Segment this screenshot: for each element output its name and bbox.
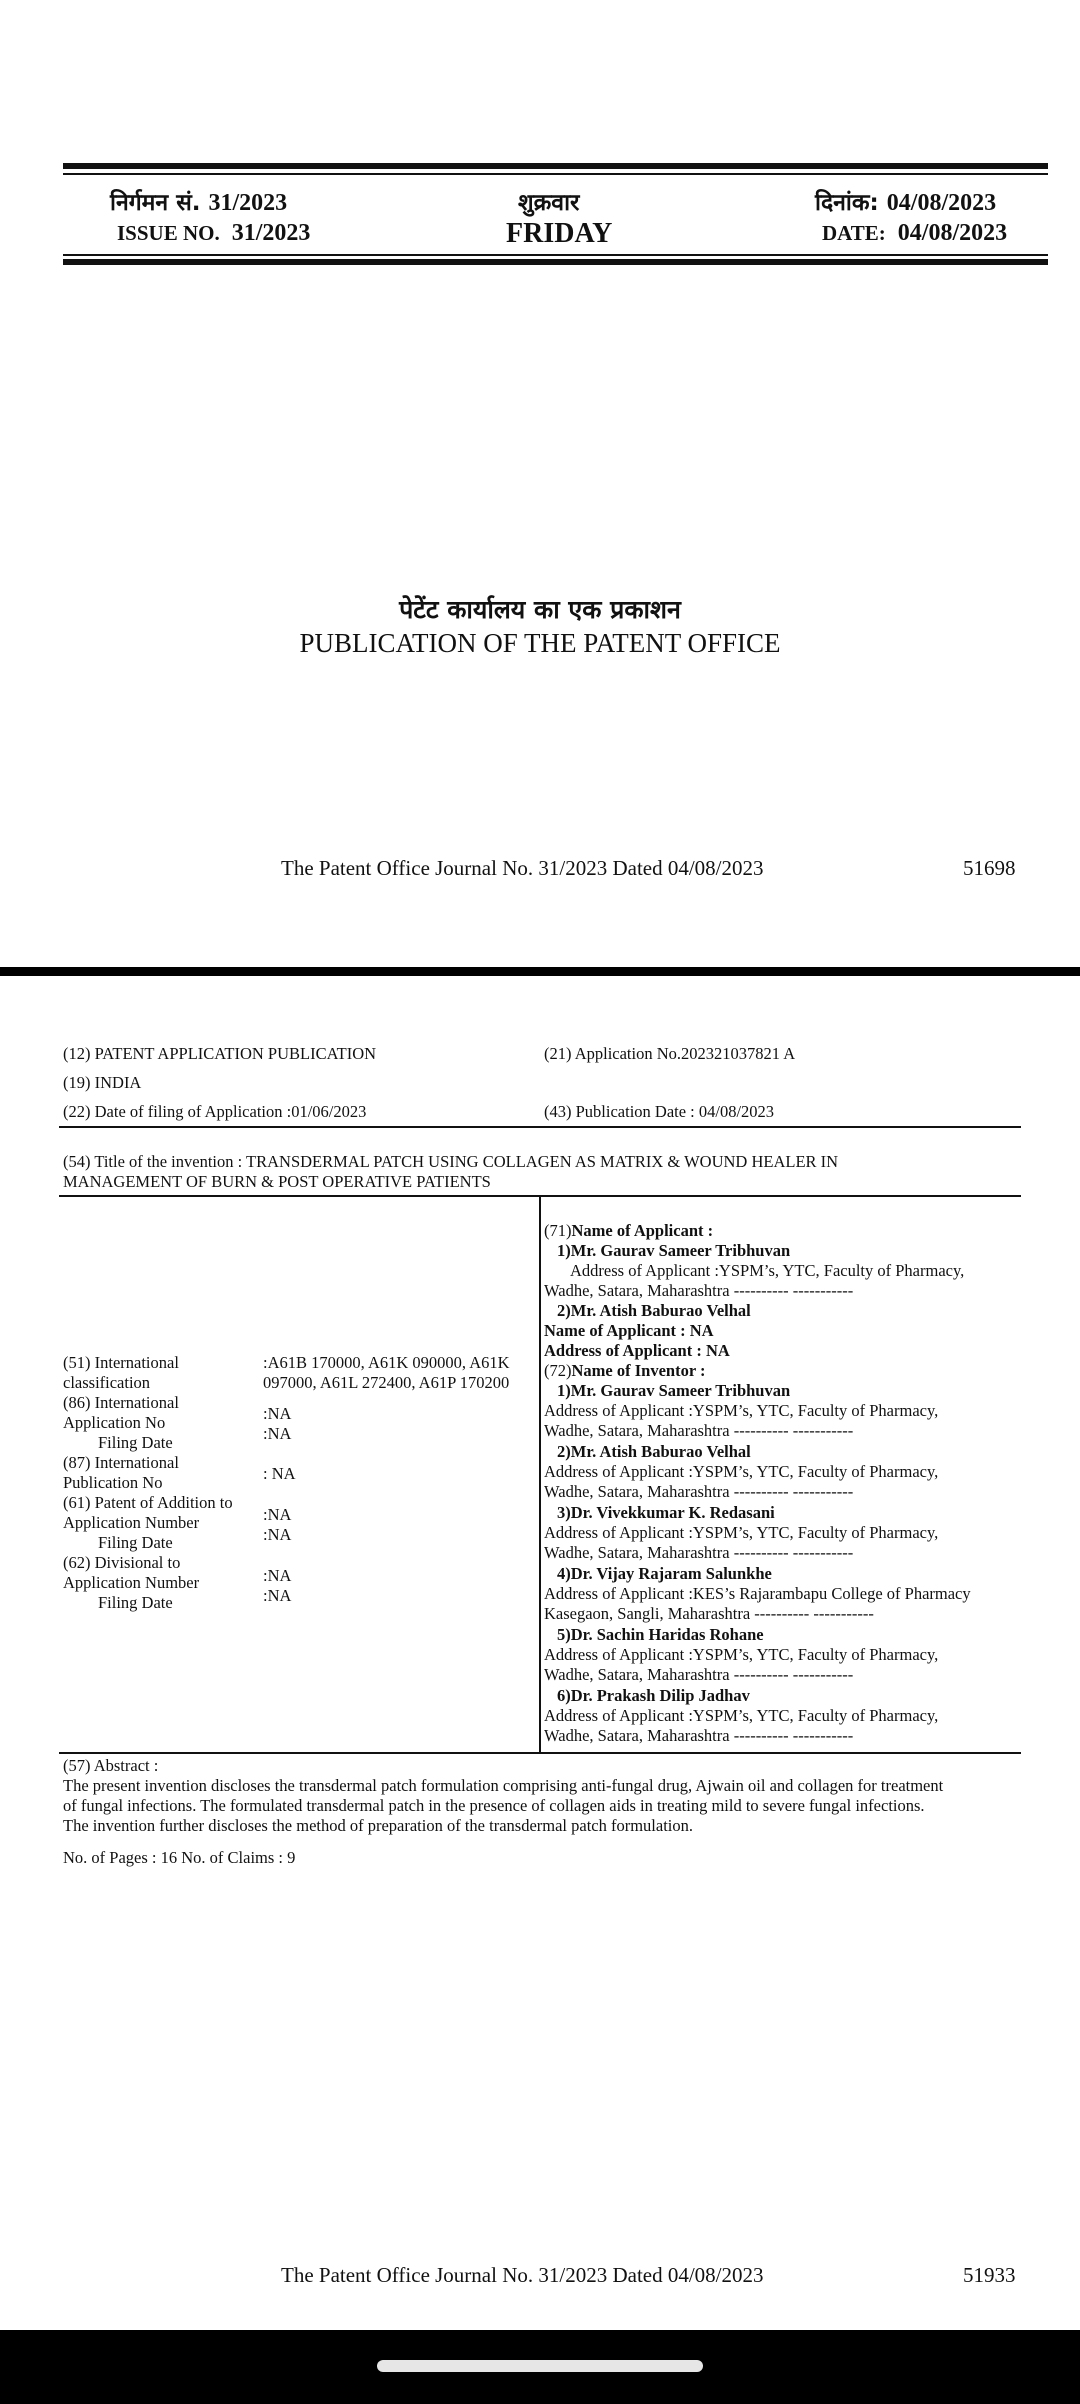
applicant-1-name: 1)Mr. Gaurav Sameer Tribhuvan: [557, 1241, 791, 1260]
value-86-date: :NA: [263, 1424, 292, 1443]
value-61-date: :NA: [263, 1525, 292, 1544]
applicant-name-na: Name of Applicant : NA: [544, 1321, 714, 1340]
inventor-4-name: 4)Dr. Vijay Rajaram Salunkhe: [557, 1564, 772, 1583]
label-62-line1: (62) Divisional to: [63, 1553, 181, 1572]
abstract-line-3: The invention further discloses the method of preparation of the transdermal patch formulation.: [63, 1816, 694, 1835]
publication-type: (12) PATENT APPLICATION PUBLICATION: [63, 1044, 377, 1063]
label-86-line1: (86) International: [63, 1393, 179, 1412]
label-62-line3: Filing Date: [98, 1593, 173, 1612]
invention-title-line-1: (54) Title of the invention : TRANSDERMAL PATCH USING COLLAGEN AS MATRIX & WOUND HEALER IN: [63, 1152, 839, 1171]
label-86-line3: Filing Date: [98, 1433, 173, 1452]
inventor-2-address-line1: Address of Applicant :YSPM’s, YTC, Faculty of Pharmacy,: [544, 1462, 939, 1481]
value-61-app: :NA: [263, 1505, 292, 1524]
page-divider: [0, 967, 1080, 976]
inventor-4-address-line1: Address of Applicant :KES’s Rajarambapu College of Pharmacy: [544, 1584, 971, 1603]
date-hindi: दिनांक: 04/08/2023: [815, 190, 997, 216]
value-62-app: :NA: [263, 1566, 292, 1585]
inventor-2-address-line2: Wadhe, Satara, Maharashtra ---------- -----------: [544, 1482, 854, 1501]
application-number: (21) Application No.202321037821 A: [544, 1044, 796, 1063]
inventor-3-address-line2: Wadhe, Satara, Maharashtra ---------- -----------: [544, 1543, 854, 1562]
abstract-line-2: of fungal infections. The formulated transdermal patch in the presence of collagen aids in treating mild to severe fungal infections.: [63, 1796, 925, 1815]
inventor-1-name: 1)Mr. Gaurav Sameer Tribhuvan: [557, 1381, 791, 1400]
filing-date: (22) Date of filing of Application :01/06/2023: [63, 1102, 367, 1121]
inventor-1-address-line2: Wadhe, Satara, Maharashtra ---------- -----------: [544, 1421, 854, 1440]
header-rule-top-thick: [63, 163, 1048, 169]
inventor-5-address-line1: Address of Applicant :YSPM’s, YTC, Faculty of Pharmacy,: [544, 1645, 939, 1664]
journal-footer-2: The Patent Office Journal No. 31/2023 Dated 04/08/2023: [281, 2263, 764, 2287]
inventor-3-address-line1: Address of Applicant :YSPM’s, YTC, Faculty of Pharmacy,: [544, 1523, 939, 1542]
inventor-6-address-line1: Address of Applicant :YSPM’s, YTC, Faculty of Pharmacy,: [544, 1706, 939, 1725]
country: (19) INDIA: [63, 1073, 142, 1092]
value-87: : NA: [263, 1464, 296, 1483]
journal-footer-1: The Patent Office Journal No. 31/2023 Dated 04/08/2023: [281, 856, 764, 880]
rule-before-abstract: [59, 1752, 1021, 1754]
issue-english: ISSUE NO. 31/2023: [117, 220, 311, 246]
header-rule-bottom-thin: [63, 254, 1048, 256]
label-86-line2: Application No: [63, 1413, 166, 1432]
inventor-3-name: 3)Dr. Vivekkumar K. Redasani: [557, 1503, 775, 1522]
page-number-1: 51698: [963, 856, 1016, 880]
inventors-heading: (72)Name of Inventor :: [544, 1361, 706, 1380]
label-51-line2: classification: [63, 1373, 151, 1392]
issue-hindi: निर्गमन सं. 31/2023: [110, 190, 288, 216]
publication-date: (43) Publication Date : 04/08/2023: [544, 1102, 775, 1121]
column-divider: [539, 1195, 541, 1753]
inventor-4-address-line2: Kasegaon, Sangli, Maharashtra ---------- -----------: [544, 1604, 874, 1623]
day-english: FRIDAY: [506, 218, 613, 249]
label-61-line3: Filing Date: [98, 1533, 173, 1552]
publication-title-hindi: पेटेंट कार्यालय का एक प्रकाशन: [399, 595, 681, 624]
inventor-6-address-line2: Wadhe, Satara, Maharashtra ---------- -----------: [544, 1726, 854, 1745]
label-61-line2: Application Number: [63, 1513, 200, 1532]
page-number-2: 51933: [963, 2263, 1016, 2287]
home-gesture-handle[interactable]: [377, 2360, 703, 2372]
applicant-2-name: 2)Mr. Atish Baburao Velhal: [557, 1301, 751, 1320]
applicant-1-address-line1: Address of Applicant :YSPM’s, YTC, Faculty of Pharmacy,: [570, 1261, 965, 1280]
inventor-5-address-line2: Wadhe, Satara, Maharashtra ---------- -----------: [544, 1665, 854, 1684]
label-87-line1: (87) International: [63, 1453, 179, 1472]
value-51-line2: 097000, A61L 272400, A61P 170200: [263, 1373, 510, 1392]
inventor-1-address-line1: Address of Applicant :YSPM’s, YTC, Faculty of Pharmacy,: [544, 1401, 939, 1420]
date-english: DATE: 04/08/2023: [822, 220, 1008, 246]
label-62-line2: Application Number: [63, 1573, 200, 1592]
inventor-6-name: 6)Dr. Prakash Dilip Jadhav: [557, 1686, 750, 1705]
day-hindi: शुक्रवार: [518, 190, 580, 216]
label-51-line1: (51) International: [63, 1353, 179, 1372]
applicant-address-na: Address of Applicant : NA: [544, 1341, 730, 1360]
inventor-2-name: 2)Mr. Atish Baburao Velhal: [557, 1442, 751, 1461]
rule-after-meta: [59, 1126, 1021, 1128]
abstract-line-1: The present invention discloses the transdermal patch formulation comprising anti-fungal drug, Ajwain oil and collagen for treatment: [63, 1776, 944, 1795]
value-51-line1: :A61B 170000, A61K 090000, A61K: [263, 1353, 510, 1372]
pages-and-claims: No. of Pages : 16 No. of Claims : 9: [63, 1848, 296, 1867]
abstract-label: (57) Abstract :: [63, 1756, 159, 1775]
value-86-app: :NA: [263, 1404, 292, 1423]
applicant-1-address-line2: Wadhe, Satara, Maharashtra ---------- -----------: [544, 1281, 854, 1300]
label-87-line2: Publication No: [63, 1473, 163, 1492]
invention-title-line-2: MANAGEMENT OF BURN & POST OPERATIVE PATIENTS: [63, 1172, 491, 1191]
header-rule-top-thin: [63, 173, 1048, 175]
inventor-5-name: 5)Dr. Sachin Haridas Rohane: [557, 1625, 764, 1644]
label-61-line1: (61) Patent of Addition to: [63, 1493, 233, 1512]
publication-title-english: PUBLICATION OF THE PATENT OFFICE: [299, 628, 781, 658]
applicants-heading: (71)Name of Applicant :: [544, 1221, 714, 1240]
header-rule-bottom-thick: [63, 259, 1048, 265]
value-62-date: :NA: [263, 1586, 292, 1605]
